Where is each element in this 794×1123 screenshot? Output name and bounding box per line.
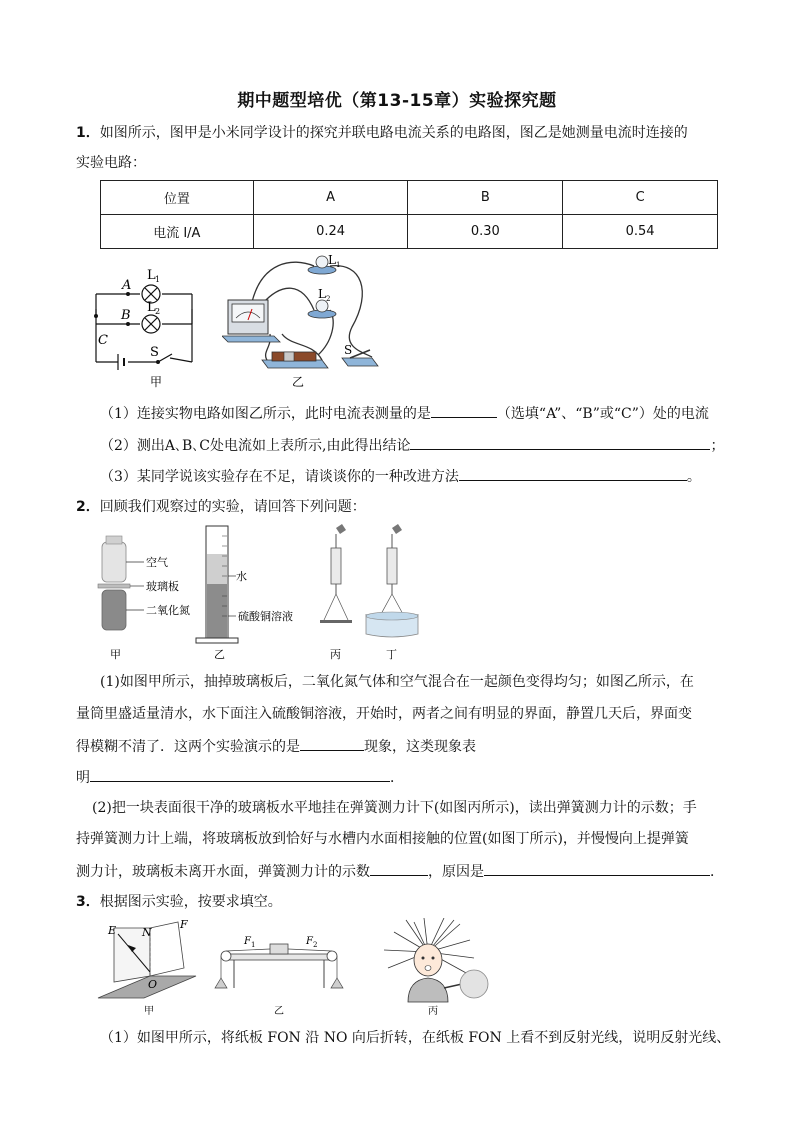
figure-jia-label-q2: 甲 (110, 648, 121, 661)
q1-stem-line1 (76, 124, 688, 142)
q1-number: 1． (76, 125, 100, 141)
q2-p1-line1: (1)如图甲所示，抽掉玻璃板后，二氧化氮气体和空气混合在一起颜色变得均匀；如图乙所示，在 (100, 674, 694, 690)
table-cell: 0.54 (563, 215, 718, 249)
lamp-l2-label: L (147, 300, 156, 315)
label-no2: 二氧化氮 (146, 604, 190, 617)
switch-label: S (150, 345, 159, 360)
q2-p2-line2: 持弹簧测力计上端，将玻璃板放到恰好与水槽内水面相接触的位置(如图丁所示)，并慢慢向上提弹簧 (76, 831, 689, 847)
circuit-diagram-figure (88, 264, 208, 390)
figure-ding-label: 丁 (386, 648, 397, 661)
table-header-cell: A (253, 181, 408, 215)
figure-yi-label-q3: 乙 (274, 1006, 284, 1017)
q1-sub2 (100, 435, 724, 455)
q1-sub1-text-a: （1）连接实物电路如图乙所示，此时电流表测量的是 (100, 406, 431, 422)
table-header-cell: B (408, 181, 563, 215)
q3-sub1: （1）如图甲所示，将纸板 FON 沿 NO 向后折转，在纸板 FON 上看不到反射光线，说明反射光线、 (100, 1030, 731, 1046)
q3-number: 3． (76, 894, 100, 910)
lamp-l1-physical-label: L (328, 253, 336, 267)
q2-stem-text: 回顾我们观察过的实验，请回答下列问题： (99, 499, 366, 515)
q2-p1-line3-text-b: 现象，这类现象表 (364, 739, 476, 755)
table-header-row (101, 181, 718, 215)
q2-p2-line3-text-c: ． (710, 864, 724, 880)
table-row (101, 215, 718, 249)
label-f2: F (306, 936, 313, 947)
label-n: N (142, 926, 152, 939)
label-water: 水 (236, 570, 247, 583)
table-row-label: 电流 I/A (101, 215, 254, 249)
q2-p2-line3 (76, 861, 724, 881)
label-air: 空气 (146, 556, 168, 569)
q1-sub2-end: ； (710, 438, 725, 454)
lamp-l2-physical-label: L (318, 287, 326, 301)
label-e: E (108, 924, 117, 937)
q2-p2-line3-text-b: ，原因是 (428, 864, 484, 880)
point-b-label: B (121, 308, 131, 323)
q1-stem-text: 如图所示，图甲是小米同学设计的探究并联电路电流关系的电路图，图乙是她测量电流时连接的 (99, 125, 688, 141)
label-o: O (148, 978, 158, 991)
table-header-cell: C (563, 181, 718, 215)
figure-jia-label-q3: 甲 (144, 1006, 154, 1017)
lamp-l2-physical-sub: 2 (326, 295, 331, 303)
label-glass-plate: 玻璃板 (146, 580, 179, 593)
ammeter-icon (222, 300, 280, 342)
q1-sub3-answer-blank[interactable] (459, 466, 687, 481)
current-table (100, 180, 718, 249)
switch-physical-label: S (344, 343, 353, 357)
q2-p1-line4-text-a: 明 (76, 770, 90, 786)
page-title: 期中题型培优（第13-15章）实验探究题 (237, 91, 557, 111)
spring-scale-plate-icon (320, 524, 352, 623)
q2-p2-line1: (2)把一块表面很干净的玻璃板水平地挂在弹簧测力计下(如图丙所示)，读出弹簧测力计的示数；手 (92, 800, 697, 816)
q2-stem (76, 498, 366, 516)
label-f1: F (244, 936, 251, 947)
q1-sub3-end: 。 (686, 469, 701, 485)
q1-sub1-text-b: （选填“A”、“B”或“C”）处的电流 (496, 406, 709, 422)
table-cell: 0.24 (253, 215, 408, 249)
diffusion-figures (96, 524, 426, 664)
q2-p2-line3-text-a: 测力计，玻璃板未离开水面，弹簧测力计的示数 (76, 864, 370, 880)
q1-sub2-answer-blank[interactable] (410, 435, 710, 450)
q1-sub2-text: （2）测出A､B､C处电流如上表所示,由此得出结论 (100, 438, 411, 454)
label-cuso4: 硫酸铜溶液 (238, 610, 293, 623)
spring-scale-water-icon (366, 524, 418, 637)
q2-number: 2． (76, 499, 100, 515)
q1-sub3 (100, 466, 701, 486)
lamp-l1-label: L (147, 268, 156, 283)
table-cell: 0.30 (408, 215, 563, 249)
point-a-label: A (122, 278, 132, 293)
force-balance-table-icon (215, 944, 343, 988)
label-f1-sub: 1 (251, 941, 256, 949)
figure-yi-label-q2: 乙 (214, 648, 225, 661)
q1-sub1 (100, 403, 709, 423)
q3-figures (94, 918, 504, 1018)
lamp-l1-sub: 1 (155, 275, 161, 284)
q1-sub3-text: （3）某同学说该实验存在不足，请谈谈你的一种改进方法 (100, 469, 459, 485)
q2-p1-line4-text-b: ． (390, 770, 404, 786)
q2-p1-line2: 量筒里盛适量清水，水下面注入硫酸铜溶液，开始时，两者之间有明显的界面，静置几天后，界面变 (76, 706, 692, 722)
q1-sub1-answer-blank[interactable] (431, 403, 497, 418)
figure-jia-label: 甲 (150, 375, 163, 389)
lamp-l1-physical-sub: 1 (336, 261, 341, 269)
q2-p1-phenomenon-blank[interactable] (300, 736, 364, 751)
lamp-l2-sub: 2 (155, 307, 161, 316)
q2-p1-line3-text-a: 得模糊不清了．这两个实验演示的是 (76, 739, 300, 755)
q3-stem (76, 893, 282, 911)
q3-stem-text: 根据图示实验，按要求填空。 (99, 894, 282, 910)
q2-p1-line4 (76, 767, 404, 787)
q2-p2-reading-blank[interactable] (370, 861, 428, 876)
label-f: F (180, 918, 188, 931)
q2-p2-reason-blank[interactable] (484, 861, 710, 876)
physical-circuit-figure (222, 252, 392, 392)
q2-p1-explain-blank[interactable] (90, 767, 390, 782)
q1-stem-line2: 实验电路： (76, 155, 146, 171)
lamp-l2-physical-icon (308, 300, 336, 318)
figure-yi-label: 乙 (292, 375, 305, 389)
table-header-cell: 位置 (101, 181, 254, 215)
figure-bing-label: 丙 (330, 648, 341, 661)
point-c-label: C (98, 333, 108, 348)
static-hair-girl-icon (384, 918, 488, 1002)
q2-p1-line3 (76, 736, 476, 756)
label-f2-sub: 2 (313, 941, 318, 949)
graduated-cylinder-icon (196, 526, 238, 643)
gas-jars-icon (98, 536, 130, 630)
figure-bing-label-q3: 丙 (428, 1006, 438, 1017)
